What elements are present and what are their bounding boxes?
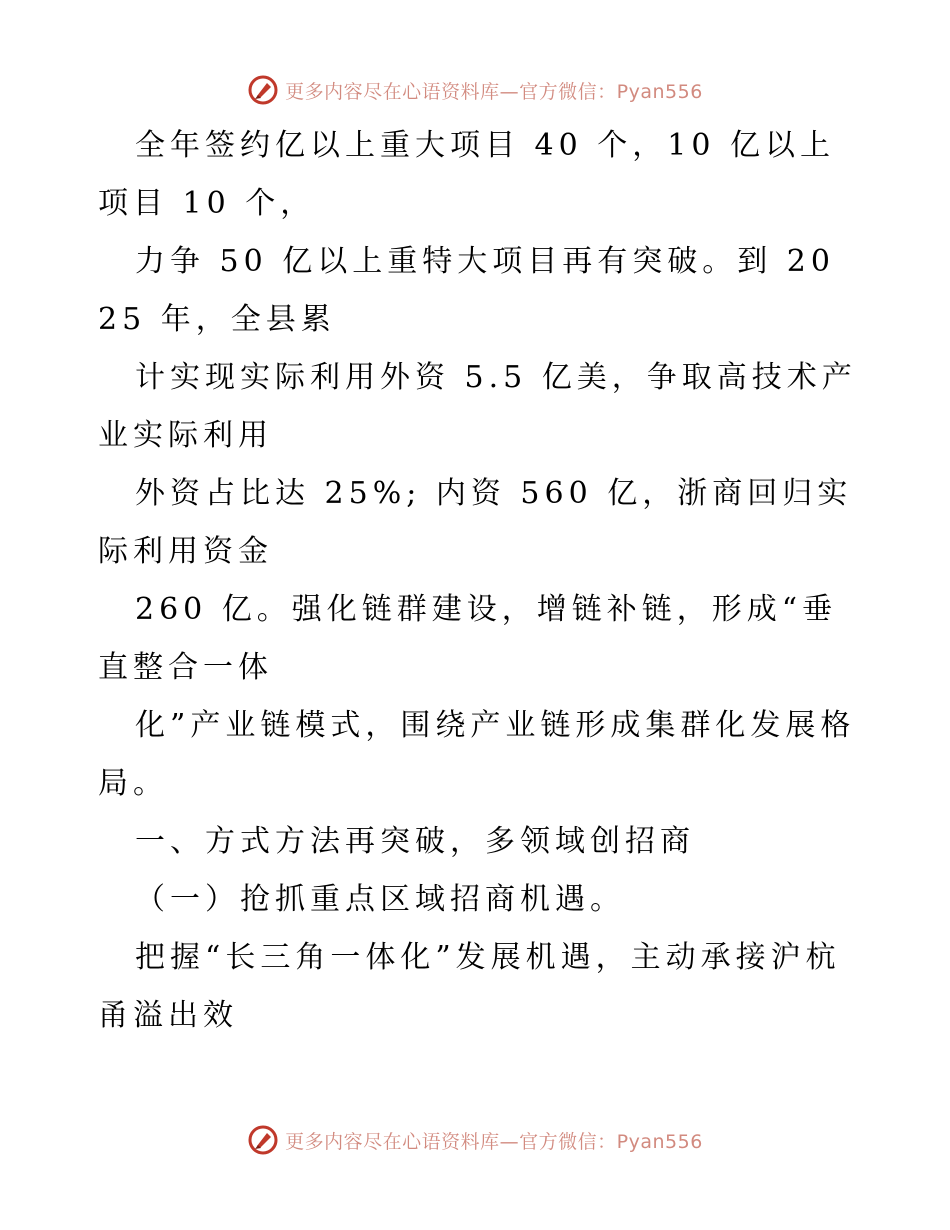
watermark-text: 更多内容尽在心语资料库—官方微信：Pyan556 [285, 80, 703, 103]
header-watermark [0, 70, 950, 110]
document-body [98, 117, 858, 1045]
paragraph: 化”产业链模式，围绕产业链形成集群化发展格局。 [98, 708, 856, 801]
paragraph: 全年签约亿以上重大项目 40 个，10 亿以上项目 10 个， [98, 128, 835, 221]
pen-nib-logo-icon [247, 74, 279, 106]
paragraph: 外资占比达 25%; 内资 560 亿，浙商回归实际利用资金 [98, 476, 853, 569]
paragraph: 260 亿。强化链群建设，增链补链，形成“垂直整合一体 [98, 592, 838, 685]
subsection-heading: （一）抢抓重点区域招商机遇。 [135, 882, 625, 917]
paragraph: 力争 50 亿以上重特大项目再有突破。到 2025 年，全县累 [98, 244, 835, 337]
paragraph: 把握“长三角一体化”发展机遇，主动承接沪杭甬溢出效 [98, 940, 841, 1033]
footer-watermark [0, 1120, 950, 1160]
watermark-text: 更多内容尽在心语资料库—官方微信：Pyan556 [285, 1130, 703, 1153]
pen-nib-logo-icon [247, 1124, 279, 1156]
section-heading: 一、方式方法再突破，多领域创招商 [135, 824, 695, 859]
paragraph: 计实现实际利用外资 5.5 亿美，争取高技术产业实际利用 [98, 360, 857, 453]
